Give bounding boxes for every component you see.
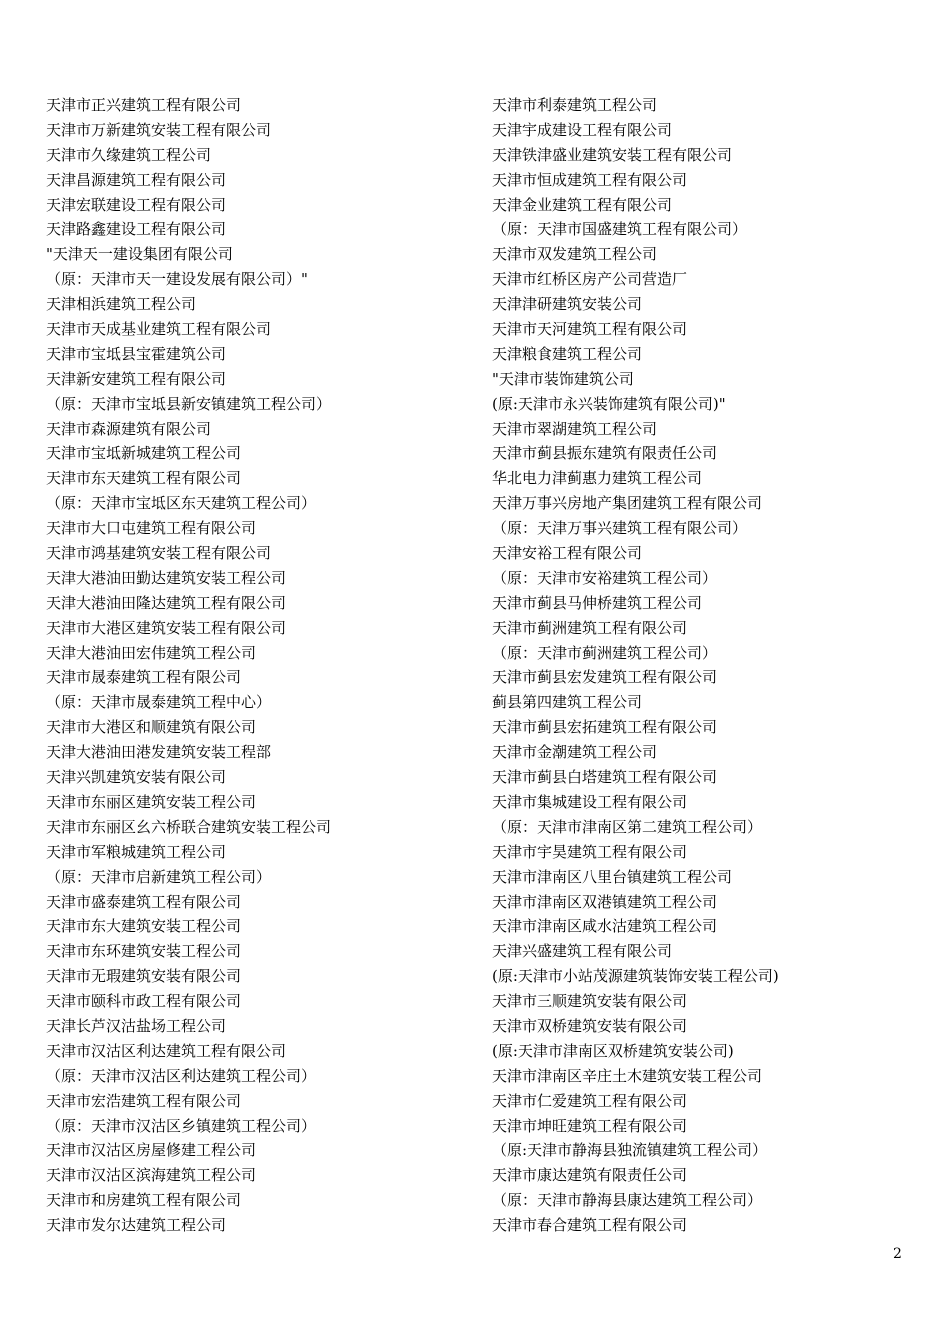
company-list-item: 天津市双桥建筑安装有限公司 [492, 1016, 688, 1035]
company-list-item: 天津市津南区辛庄土木建筑安装工程公司 [492, 1066, 763, 1085]
company-list-item: 天津市大港区和顺建筑有限公司 [46, 718, 257, 737]
company-list-item: 天津市万新建筑安装工程有限公司 [46, 120, 272, 139]
company-list-item: 天津市宏浩建筑工程有限公司 [46, 1091, 242, 1110]
company-list-item: 天津市津南区咸水沽建筑工程公司 [492, 917, 718, 936]
company-list-item: (原:天津市津南区双桥建筑安装公司) [492, 1041, 734, 1060]
company-list-item: 天津宇成建设工程有限公司 [492, 120, 673, 139]
company-list-item: （原：天津市汉沽区乡镇建筑工程公司） [46, 1116, 317, 1135]
company-list-item: 天津市盛泰建筑工程有限公司 [46, 892, 242, 911]
company-list-item: 天津津研建筑安装公司 [492, 295, 643, 314]
company-list-item: 天津市东大建筑安装工程公司 [46, 917, 242, 936]
company-list-item: 天津市东丽区建筑安装工程公司 [46, 792, 257, 811]
company-list-item: 天津市天成基业建筑工程有限公司 [46, 320, 272, 339]
company-list-item: 天津市津南区双港镇建筑工程公司 [492, 892, 718, 911]
right-company-list [492, 93, 922, 1238]
company-list-item: 天津宏联建设工程有限公司 [46, 195, 227, 214]
company-list-item: 天津市大口屯建筑工程有限公司 [46, 519, 257, 538]
company-list-item: 天津路鑫建设工程有限公司 [46, 220, 227, 239]
company-list-item: 天津市金潮建筑工程公司 [492, 743, 658, 762]
company-list-item: （原：天津市津南区第二建筑工程公司） [492, 817, 763, 836]
company-list-item: 天津市仁爱建筑工程有限公司 [492, 1091, 688, 1110]
company-list-item: 天津市康达建筑有限责任公司 [492, 1166, 688, 1185]
company-list-item: 天津粮食建筑工程公司 [492, 344, 643, 363]
company-list-item: （原：天津市安裕建筑工程公司） [492, 568, 718, 587]
company-list-item: 蓟县第四建筑工程公司 [492, 693, 643, 712]
company-list-item: 天津市集城建设工程有限公司 [492, 792, 688, 811]
company-list-item: （原：天津市宝坻县新安镇建筑工程公司） [46, 394, 332, 413]
company-list-item: 天津市颐科市政工程有限公司 [46, 992, 242, 1011]
company-list-item: （原:天津市静海县独流镇建筑工程公司） [492, 1141, 768, 1160]
company-list-item: 天津市天河建筑工程有限公司 [492, 320, 688, 339]
company-list-item: 天津市利泰建筑工程公司 [492, 96, 658, 114]
company-list-item: 天津市汉沽区利达建筑工程有限公司 [46, 1041, 287, 1060]
page-number: 2 [893, 1246, 902, 1262]
company-list-item: 天津市汉沽区房屋修建工程公司 [46, 1141, 257, 1160]
company-list-item: 天津安裕工程有限公司 [492, 544, 643, 563]
company-list-item: （原：天津市宝坻区东天建筑工程公司） [46, 494, 317, 513]
company-list-item: 天津市森源建筑有限公司 [46, 419, 212, 438]
company-list-item: 天津万事兴房地产集团建筑工程有限公司 [492, 494, 763, 513]
company-list-item: 天津金业建筑工程有限公司 [492, 195, 673, 214]
company-list-item: 天津市蓟县宏拓建筑工程有限公司 [492, 718, 718, 737]
company-list-item: "天津市装饰建筑公司 [492, 369, 634, 388]
company-list-item: 天津市宇昊建筑工程有限公司 [492, 842, 688, 861]
company-list-item: 天津市蓟县白塔建筑工程有限公司 [492, 768, 718, 787]
company-list-item: 天津市蓟县振东建筑有限责任公司 [492, 444, 718, 463]
company-list-item: 天津市宝坻县宝霍建筑公司 [46, 344, 227, 363]
company-list-item: 天津市蓟洲建筑工程有限公司 [492, 618, 688, 637]
company-list-item: 天津新安建筑工程有限公司 [46, 369, 227, 388]
company-list-item: 天津大港油田隆达建筑工程有限公司 [46, 593, 287, 612]
company-list-item: 天津市春合建筑工程有限公司 [492, 1216, 688, 1235]
company-list-item: 天津市宝坻新城建筑工程公司 [46, 444, 242, 463]
company-list-item: 天津大港油田港发建筑安装工程部 [46, 743, 272, 762]
company-list-item: 天津市无瑕建筑安装有限公司 [46, 967, 242, 986]
company-list-item: 天津市东天建筑工程有限公司 [46, 469, 242, 488]
company-list-item: （原：天津市天一建设发展有限公司）" [46, 270, 308, 289]
company-list-item: 天津市正兴建筑工程有限公司 [46, 96, 242, 114]
company-list-item: 天津铁津盛业建筑安装工程有限公司 [492, 145, 733, 164]
company-list-item: 天津市津南区八里台镇建筑工程公司 [492, 867, 733, 886]
company-list-item: 华北电力津蓟惠力建筑工程公司 [492, 469, 703, 488]
company-list-item: 天津昌源建筑工程有限公司 [46, 170, 227, 189]
company-list-item: 天津市蓟县马伸桥建筑工程公司 [492, 593, 703, 612]
company-list-item: 天津兴凯建筑安装有限公司 [46, 768, 227, 787]
company-list-item: "天津天一建设集团有限公司 [46, 245, 233, 264]
company-list-item: (原:天津市永兴装饰建筑有限公司)" [492, 394, 726, 413]
company-list-item: （原：天津市晟泰建筑工程中心） [46, 693, 272, 712]
company-list-item: 天津市坤旺建筑工程有限公司 [492, 1116, 688, 1135]
company-list-item: 天津市军粮城建筑工程公司 [46, 842, 227, 861]
company-list-item: 天津市汉沽区滨海建筑工程公司 [46, 1166, 257, 1185]
company-list-item: 天津市大港区建筑安装工程有限公司 [46, 618, 287, 637]
company-list-item: 天津市恒成建筑工程有限公司 [492, 170, 688, 189]
left-company-list [46, 93, 466, 1238]
company-list-item: 天津市红桥区房产公司营造厂 [492, 270, 688, 289]
company-list-item: 天津市蓟县宏发建筑工程有限公司 [492, 668, 718, 687]
company-list-item: 天津大港油田勤达建筑安装工程公司 [46, 568, 287, 587]
company-list-item: （原：天津市蓟洲建筑工程公司） [492, 643, 718, 662]
company-list-item: （原：天津万事兴建筑工程有限公司） [492, 519, 748, 538]
company-list-item: （原：天津市静海县康达建筑工程公司） [492, 1191, 763, 1210]
company-list-item: 天津大港油田宏伟建筑工程公司 [46, 643, 257, 662]
company-list-item: 天津市久缘建筑工程公司 [46, 145, 212, 164]
company-list-item: 天津兴盛建筑工程有限公司 [492, 942, 673, 961]
company-list-item: 天津市和房建筑工程有限公司 [46, 1191, 242, 1210]
company-list-item: 天津相浜建筑工程公司 [46, 295, 197, 314]
company-list-item: 天津市东丽区幺六桥联合建筑安装工程公司 [46, 817, 332, 836]
company-list-item: 天津市双发建筑工程公司 [492, 245, 658, 264]
company-list-item: 天津市鸿基建筑安装工程有限公司 [46, 544, 272, 563]
company-list-item: 天津市晟泰建筑工程有限公司 [46, 668, 242, 687]
company-list-item: （原：天津市启新建筑工程公司） [46, 867, 272, 886]
company-list-item: 天津长芦汉沽盐场工程公司 [46, 1016, 227, 1035]
company-list-item: 天津市东环建筑安装工程公司 [46, 942, 242, 961]
company-list-item: （原：天津市汉沽区利达建筑工程公司） [46, 1066, 317, 1085]
company-list-item: 天津市发尔达建筑工程公司 [46, 1216, 227, 1235]
company-list-item: （原：天津市国盛建筑工程有限公司） [492, 220, 748, 239]
company-list-item: 天津市翠湖建筑工程公司 [492, 419, 658, 438]
company-list-item: (原:天津市小站茂源建筑装饰安装工程公司) [492, 967, 779, 986]
company-list-item: 天津市三顺建筑安装有限公司 [492, 992, 688, 1011]
